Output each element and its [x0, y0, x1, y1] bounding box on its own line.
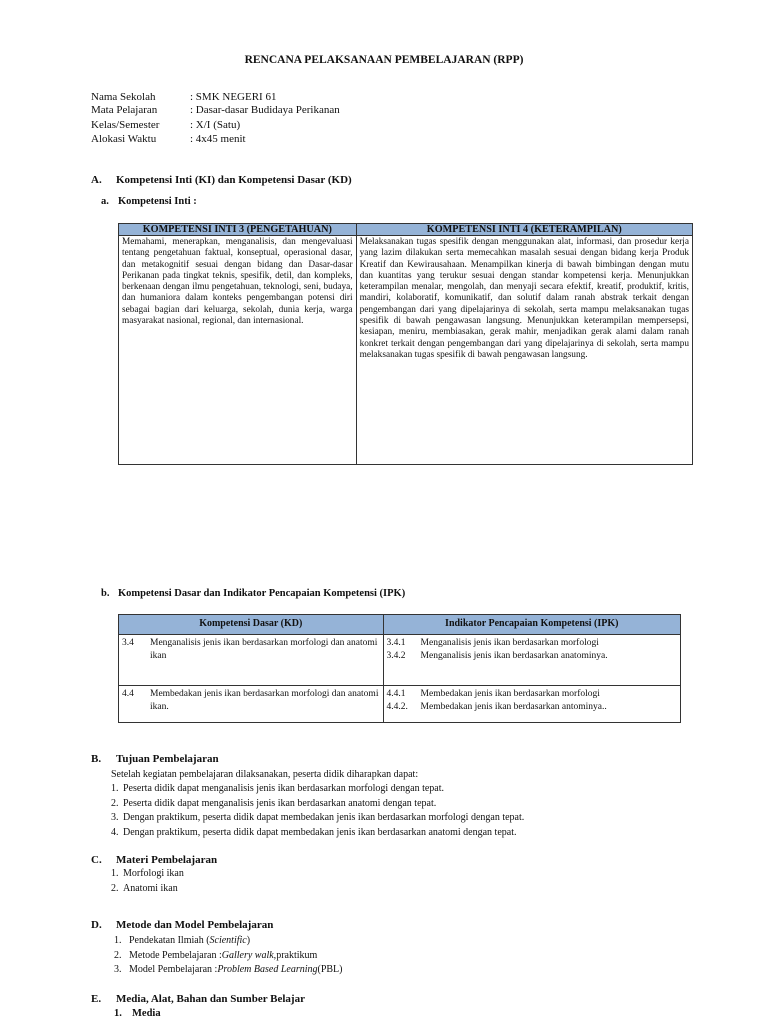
list-item: 4. Dengan praktikum, peserta didik dapat membedakan jenis ikan berdasarkan anatomi dengan tepat.	[111, 826, 517, 838]
list-item: 3. Model Pembelajaran : Problem Based Learning (PBL)	[114, 964, 343, 975]
section-a-heading: A. Kompetensi Inti (KI) dan Kompetensi Dasar (KD)	[91, 174, 352, 186]
info-value: : Dasar-dasar Budidaya Perikanan	[190, 104, 340, 116]
kd-cell: 4.4 Membedakan jenis ikan berdasarkan morfologi dan anatomi ikan.	[119, 686, 384, 723]
info-value: : SMK NEGERI 61	[190, 91, 277, 103]
section-b-intro: Setelah kegiatan pembelajaran dilaksanakan, peserta didik diharapkan dapat:	[111, 769, 419, 780]
info-label: Mata Pelajaran	[91, 104, 158, 116]
subsection-a-heading: a. Kompetensi Inti :	[101, 196, 197, 207]
section-d-heading: D. Metode dan Model Pembelajaran	[91, 919, 274, 931]
info-label: Nama Sekolah	[91, 91, 156, 103]
ipk-cell: 4.4.1 Membedakan jenis ikan berdasarkan morfologi 4.4.2. Membedakan jenis ikan berdasarkan antominya..	[383, 686, 680, 723]
list-item: 1. Pendekatan Ilmiah ( Scientific )	[114, 935, 251, 946]
materi-list	[111, 868, 184, 897]
ipk-header: Indikator Pencapaian Kompetensi (IPK)	[383, 615, 680, 635]
ki4-cell: Melaksanakan tugas spesifik dengan menggunakan alat, informasi, dan prosedur kerja yang lazim dilakukan serta memecahkan masalah sesuai dengan bidang kerja Produk Kreatif dan Kewirausahaan. Menampilkan kinerja di bawah bimbingan dengan mutu dan kuantitas yang terukur sesuai dengan standar kompetensi kerja. Menunjukkan keterampilan menalar, mengolah, dan menyaji secara efektif, kreatif, produktif, kritis, mandiri, kolaboratif, komunikatif, dan solutif dalam ranah abstrak terkait dengan pengembangan dari yang dipelajarinya di sekolah, serta mampu melaksanakan tugas spesifik di bawah pengawasan langsung. Menunjukkan keterampilan mempersepsi, kesiapan, meniru, membiasakan, gerak mahir, menjadikan gerak alami dalam ranah konkret terkait dengan pengembangan dari yang dipelajarinya di sekolah, serta mampu melaksanakan tugas spesifik di bawah pengawasan langsung.	[356, 236, 692, 465]
section-e-heading: E. Media, Alat, Bahan dan Sumber Belajar	[91, 993, 305, 1005]
info-row-time	[91, 133, 246, 145]
list-item: 2. Peserta didik dapat menganalisis jenis ikan berdasarkan anatomi dengan tepat.	[111, 797, 437, 809]
info-row-school	[91, 91, 276, 103]
list-item: 2. Metode Pembelajaran : Gallery walk, praktikum	[114, 949, 318, 961]
subsection-b-heading: b. Kompetensi Dasar dan Indikator Pencapaian Kompetensi (IPK)	[101, 588, 406, 599]
ki3-cell: Memahami, menerapkan, menganalisis, dan mengevaluasi tentang pengetahuan faktual, konseptual, operasional dasar, dan metakognitif sesuai dengan bidang dan Dasar-dasar Perikanan pada tingkat teknis, spesifik, detil, dan kompleks, berkenaan dengan ilmu pengetahuan, teknologi, seni, budaya, dan humaniora dalam konteks pengembangan potensi diri sebagai bagian dari keluarga, sekolah, dunia kerja, warga masyarakat nasional, regional, dan internasional.	[119, 236, 357, 465]
kd-header: Kompetensi Dasar (KD)	[119, 615, 384, 635]
tujuan-list	[111, 783, 524, 841]
list-item: 3. Dengan praktikum, peserta didik dapat membedakan jenis ikan berdasarkan morfologi dengan tepat.	[111, 812, 525, 823]
info-label: Kelas/Semester	[91, 119, 160, 131]
metode-list	[114, 935, 343, 979]
section-c-heading: C. Materi Pembelajaran	[91, 854, 218, 866]
ki3-header: KOMPETENSI INTI 3 (PENGETAHUAN)	[119, 224, 357, 236]
ipk-cell: 3.4.1 Menganalisis jenis ikan berdasarkan morfologi 3.4.2 Menganalisis jenis ikan berdasarkan anatominya.	[383, 635, 680, 686]
info-value: : 4x45 menit	[190, 133, 246, 145]
kompetensi-inti-table	[118, 223, 693, 465]
list-item: 1. Peserta didik dapat menganalisis jenis ikan berdasarkan morfologi dengan tepat.	[111, 783, 445, 794]
list-item: 1. Morfologi ikan	[111, 868, 184, 879]
kd-cell: 3.4 Menganalisis jenis ikan berdasarkan morfologi dan anatomi ikan	[119, 635, 384, 686]
document-title: RENCANA PELAKSANAAN PEMBELAJARAN (RPP)	[244, 54, 524, 66]
info-row-subject	[91, 104, 340, 116]
list-item: 2. Anatomi ikan	[111, 882, 178, 894]
section-e-sub-media: 1. Media	[114, 1008, 161, 1019]
info-row-class	[91, 119, 240, 131]
kd-ipk-table	[118, 614, 681, 723]
table-row	[119, 635, 681, 686]
info-label: Alokasi Waktu	[91, 133, 157, 145]
table-row	[119, 686, 681, 723]
ki4-header: KOMPETENSI INTI 4 (KETERAMPILAN)	[356, 224, 692, 236]
info-value: : X/I (Satu)	[190, 119, 241, 131]
section-b-heading: B. Tujuan Pembelajaran	[91, 753, 219, 765]
